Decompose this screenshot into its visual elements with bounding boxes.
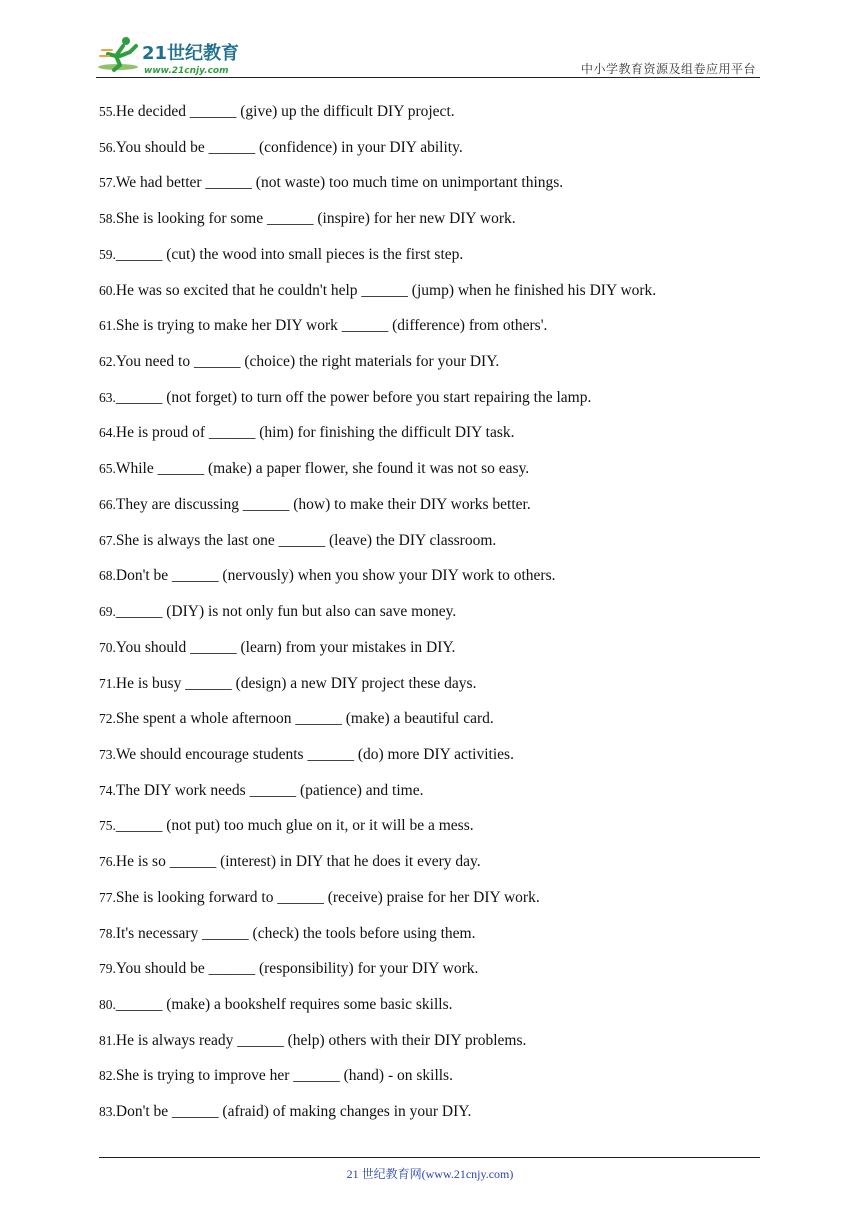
question-item [99,101,759,137]
question-number: 66. [99,496,116,512]
question-text: She is always the last one ______ (leave) the DIY classroom. [115,531,497,549]
question-text: Don't be ______ (nervously) when you show your DIY work to others. [115,567,556,585]
question-text: You should be ______ (confidence) in your DIY ability. [115,138,463,156]
question-item [99,851,759,887]
question-number: 56. [99,139,116,155]
question-item [99,1065,759,1101]
question-number: 71. [99,675,116,691]
question-number: 79. [99,961,116,977]
question-number: 75. [99,818,116,834]
question-text: He decided ______ (give) up the difficult DIY project. [115,103,455,120]
question-number: 58. [99,211,116,227]
question-text: It's necessary ______ (check) the tools before using them. [115,924,476,942]
question-item [99,280,759,316]
question-text: He was so excited that he couldn't help ______ (jump) when he finished his DIY work. [115,281,657,299]
question-number: 68. [99,568,116,584]
logo-main-text: 21世纪教育 [142,43,240,64]
question-item [99,673,759,709]
question-text: She spent a whole afternoon ______ (make) a beautiful card. [115,710,494,728]
question-text: ______ (make) a bookshelf requires some basic skills. [115,995,453,1013]
question-text: ______ (DIY) is not only fun but also can save money. [115,603,457,621]
question-text: She is looking forward to ______ (receive) praise for her DIY work. [115,888,540,906]
question-item [99,815,759,851]
question-text: She is trying to improve her ______ (hand) - on skills. [115,1067,453,1085]
question-item [99,923,759,959]
question-text: You should ______ (learn) from your mistakes in DIY. [115,638,456,656]
question-item [99,208,759,244]
question-text: ______ (not put) too much glue on it, or it will be a mess. [115,817,474,835]
question-number: 69. [99,604,116,620]
question-number: 78. [99,925,116,941]
question-text: ______ (not forget) to turn off the power before you start repairing the lamp. [115,388,592,406]
question-item [99,137,759,173]
question-text: We had better ______ (not waste) too much time on unimportant things. [115,174,564,192]
question-number: 72. [99,711,116,727]
question-list [99,101,759,1137]
footer-link[interactable]: 21 世纪教育网(www.21cnjy.com) [346,1167,514,1181]
question-item [99,422,759,458]
question-item [99,494,759,530]
question-item [99,530,759,566]
question-item [99,994,759,1030]
question-item [99,744,759,780]
question-text: You need to ______ (choice) the right materials for your DIY. [115,353,500,371]
question-text: Don't be ______ (afraid) of making changes in your DIY. [115,1103,472,1121]
question-number: 67. [99,532,116,548]
question-item [99,601,759,637]
question-item [99,887,759,923]
question-text: He is proud of ______ (him) for finishing the difficult DIY task. [115,424,515,442]
question-item [99,708,759,744]
question-number: 57. [99,175,116,191]
question-number: 61. [99,318,116,334]
question-text: He is busy ______ (design) a new DIY project these days. [115,674,477,692]
question-text: You should be ______ (responsibility) for your DIY work. [115,960,479,978]
question-number: 77. [99,889,116,905]
page-header [96,30,760,78]
question-number: 55. [99,104,116,119]
question-item [99,172,759,208]
question-text: We should encourage students ______ (do) more DIY activities. [115,745,514,763]
question-item [99,244,759,280]
running-figure-icon [98,37,138,70]
header-divider [96,77,760,78]
question-text: She is looking for some ______ (inspire) for her new DIY work. [115,210,516,228]
question-text: ______ (cut) the wood into small pieces is the first step. [115,245,464,263]
question-item [99,315,759,351]
question-text: While ______ (make) a paper flower, she found it was not so easy. [115,460,530,478]
question-number: 80. [99,996,116,1012]
question-number: 63. [99,389,116,405]
question-number: 73. [99,746,116,762]
question-number: 60. [99,282,116,298]
question-item [99,458,759,494]
site-logo [96,34,266,78]
logo-url-text: www.21cnjy.com [144,66,229,76]
question-item [99,1030,759,1066]
question-item [99,637,759,673]
question-number: 62. [99,354,116,370]
question-text: He is so ______ (interest) in DIY that he does it every day. [115,853,481,871]
question-number: 70. [99,639,116,655]
question-item [99,387,759,423]
question-number: 74. [99,782,116,798]
question-number: 59. [99,246,116,262]
question-item [99,351,759,387]
question-number: 64. [99,425,116,441]
question-text: She is trying to make her DIY work ______ (difference) from others'. [115,317,548,335]
question-text: They are discussing ______ (how) to make their DIY works better. [115,495,531,513]
question-number: 76. [99,854,116,870]
question-item [99,780,759,816]
footer-divider [99,1157,760,1158]
platform-name: 中小学教育资源及组卷应用平台 [580,62,756,76]
question-item [99,1101,759,1137]
question-item [99,958,759,994]
question-number: 83. [99,1104,116,1120]
question-number: 65. [99,461,116,477]
question-text: The DIY work needs ______ (patience) and time. [115,781,424,799]
question-item [99,565,759,601]
question-number: 81. [99,1032,116,1048]
question-text: He is always ready ______ (help) others with their DIY problems. [115,1031,527,1049]
question-number: 82. [99,1068,116,1084]
